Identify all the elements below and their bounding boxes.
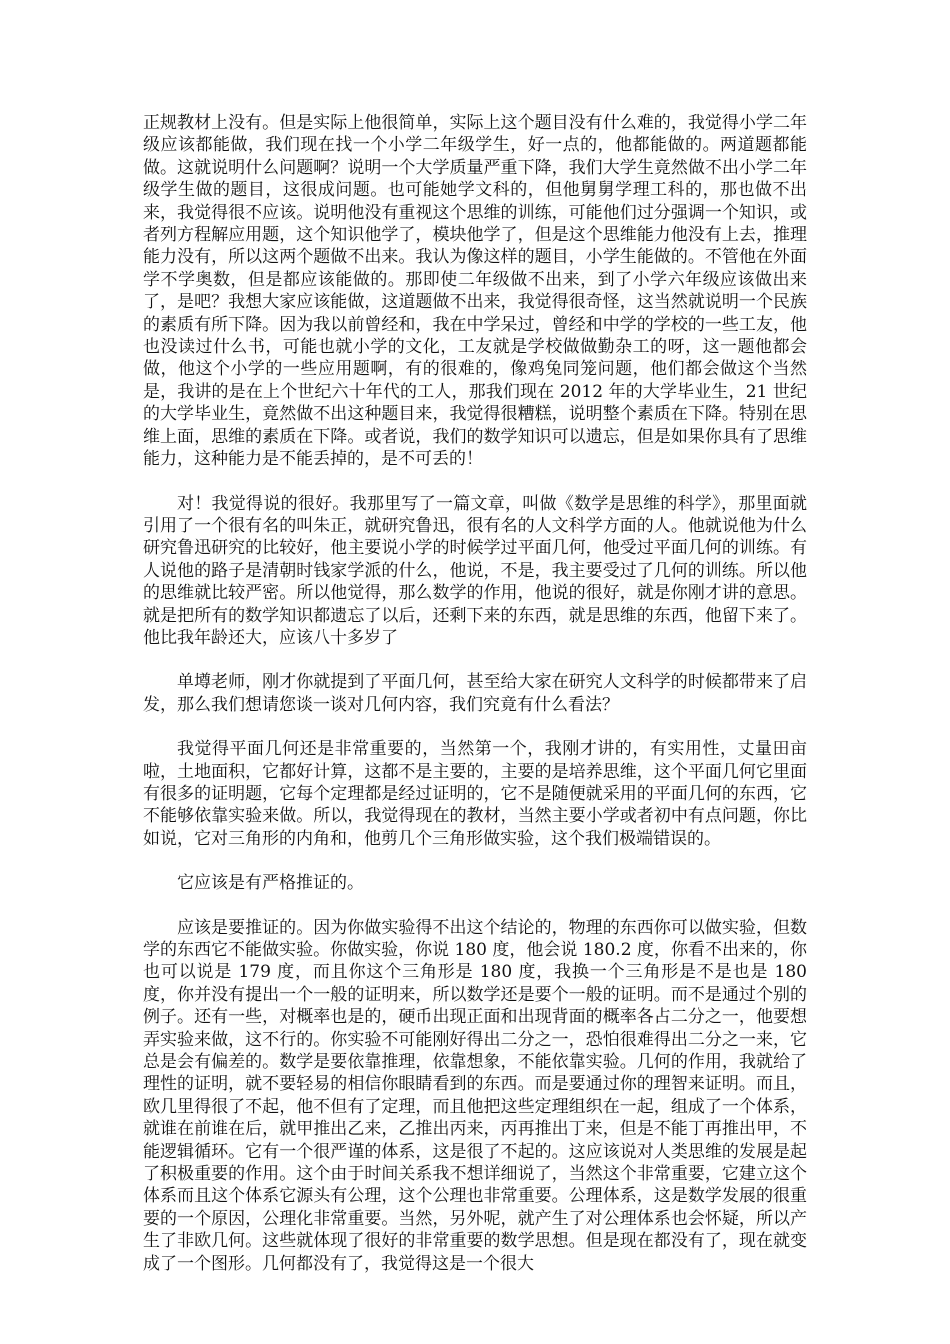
paragraph-6: 应该是要推证的。因为你做实验得不出这个结论的，物理的东西你可以做实验，但数学的东西它不能做实验。你做实验，你说 180 度，他会说 180.2 度，你看不出来的，你也可以说是 179 度，而且你这个三角形是 180 度，我换一个三角形是不是也是 180 度，你并没有提出一个一般的证明来，所以数学还是要个一般的证明。而不是通过个别的例子。还有一些，对概率也是的，硬币出现正面和出现背面的概率各占二分之一，他要想弄实验来做，这不行的。你实验不可能刚好得出二分之一，恐怕很难得出二分之一来，它总是会有偏差的。数学是要依靠推理，依靠想象，不能依靠实验。几何的作用，我就给了理性的证明，就不要轻易的相信你眼睛看到的东西。而是要通过你的理智来证明。而且，欧几里得很了不起，他不但有了定理，而且他把这些定理组织在一起，组成了一个体系，就谁在前谁在后，就甲推出乙来，乙推出丙来，丙再推出丁来，但是不能丁再推出甲，不能逻辑循环。它有一个很严谨的体系，这是很了不起的。这应该说对人类思维的发展是起了积极重要的作用。这个由于时间关系我不想详细说了，当然这个非常重要，它建立这个体系而且这个体系它源头有公理，这个公理也非常重要。公理体系，这是数学发展的很重要的一个原因，公理化非常重要。当然，另外呢，就产生了对公理体系也会怀疑，所以产生了非欧几何。这些就体现了很好的非常重要的数学思想。但是现在都没有了，现在就变成了一个图形。几何都没有了，我觉得这是一个很大 xyxy=(143,917,807,1274)
paragraph-spacer xyxy=(143,716,807,738)
paragraph-spacer xyxy=(143,850,807,872)
paragraph-spacer xyxy=(143,649,807,671)
paragraph-spacer xyxy=(143,895,807,917)
paragraph-4: 我觉得平面几何还是非常重要的，当然第一个，我刚才讲的，有实用性，丈量田亩啦，土地面积，它都好计算，这都不是主要的，主要的是培养思维，这个平面几何它里面有很多的证明题，它每个定理都是经过证明的，它不是随便就采用的平面几何的东西，它不能够依靠实验来做。所以，我觉得现在的教材，当然主要小学或者初中有点问题，你比如说，它对三角形的内角和，他剪几个三角形做实验，这个我们极端错误的。 xyxy=(143,739,807,849)
paragraph-5: 它应该是有严格推证的。 xyxy=(177,873,364,894)
paragraph-2: 对！我觉得说的很好。我那里写了一篇文章，叫做《数学是思维的科学》，那里面就引用了一个很有名的叫朱正，就研究鲁迅，很有名的人文科学方面的人。他就说他为什么研究鲁迅研究的比较好，他主要说小学的时候学过平面几何，他受过平面几何的训练。有人说他的路子是清朝时钱家学派的什么，他说，不是，我主要受过了几何的训练。所以他的思维就比较严密。所以他觉得，那么数学的作用，他说的很好，就是你刚才讲的意思。就是把所有的数学知识都遗忘了以后，还剩下来的东西，就是思维的东西，他留下来了。他比我年龄还大，应该八十多岁了 xyxy=(143,493,807,648)
paragraph-3: 单墫老师，刚才你就提到了平面几何，甚至给大家在研究人文科学的时候都带来了启发，那么我们想请您谈一谈对几何内容，我们究竟有什么看法？ xyxy=(143,672,807,715)
paragraph-spacer xyxy=(143,471,807,493)
paragraph-1: 正规教材上没有。但是实际上他很简单，实际上这个题目没有什么难的，我觉得小学二年级应该都能做，我们现在找一个小学二年级学生，好一点的，他都能做的。两道题都能做。这就说明什么问题啊？说明一个大学质量严重下降，我们大学生竟然做不出小学二年级学生做的题目，这很成问题。也可能她学文科的，但他舅舅学理工科的，那也做不出来，我觉得很不应该。说明他没有重视这个思维的训练，可能他们过分强调一个知识，或者列方程解应用题，这个知识他学了，模块他学了，但是这个思维能力他没有上去，推理能力没有，所以这两个题做不出来。我认为像这样的题目，小学生能做的。不管他在外面学不学奥数，但是都应该能做的。那即使二年级做不出来，到了小学六年级应该做出来了，是吧？我想大家应该能做，这道题做不出来，我觉得很奇怪，这当然就说明一个民族的素质有所下降。因为我以前曾经和，我在中学呆过，曾经和中学的学校的一些工友，他也没读过什么书，可能也就小学的文化，工友就是学校做做勤杂工的呀，这一题他都会做，他这个小学的一些应用题啊，有的很难的，像鸡兔同笼问题，他们都会做这个当然是，我讲的是在上个世纪六十年代的工人，那我们现在 2012 年的大学毕业生，21 世纪的大学毕业生，竟然做不出这种题目来，我觉得很糟糕，说明整个素质在下降。特别在思维上面，思维的素质在下降。或者说，我们的数学知识可以遗忘，但是如果你具有了思维能力，这种能力是不能丢掉的，是不可丢的！ xyxy=(143,113,807,470)
document-body xyxy=(143,112,807,1275)
